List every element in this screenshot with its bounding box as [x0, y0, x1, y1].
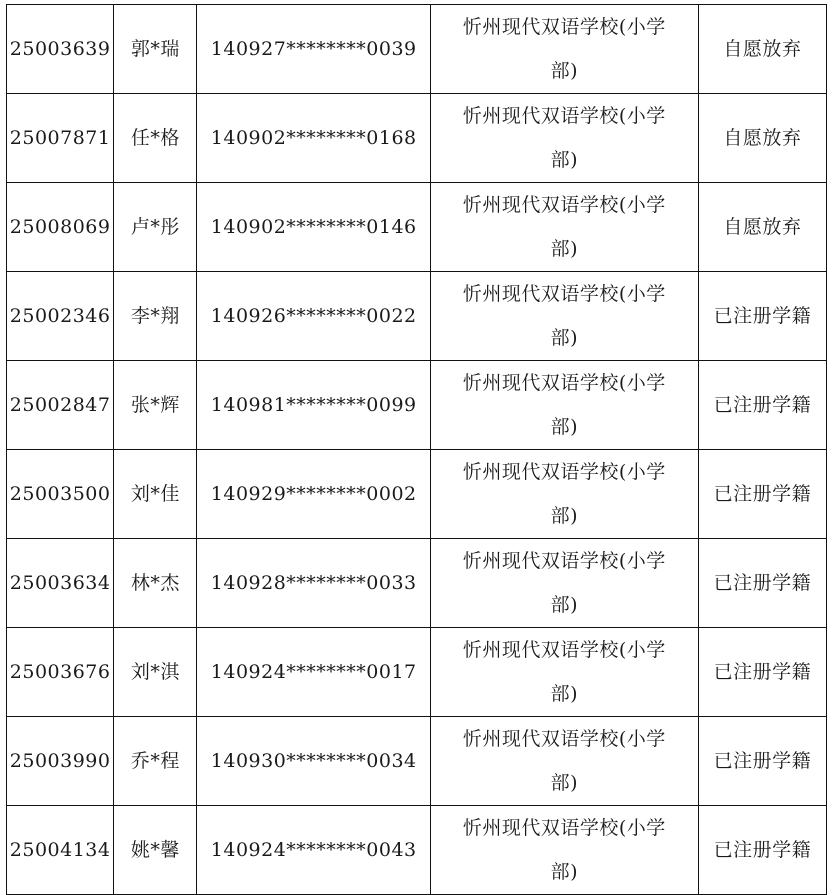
school-cell [431, 272, 699, 361]
status-cell: 已注册学籍 [698, 272, 826, 361]
id-card-cell: 140924********0043 [197, 806, 431, 895]
status-cell: 自愿放弃 [698, 183, 826, 272]
student-name-cell: 刘*淇 [114, 628, 197, 717]
status-cell: 自愿放弃 [698, 5, 826, 94]
status-cell: 已注册学籍 [698, 717, 826, 806]
student-name-cell: 刘*佳 [114, 450, 197, 539]
id-card-cell: 140981********0099 [197, 361, 431, 450]
id-card-cell: 140902********0146 [197, 183, 431, 272]
school-cell [431, 539, 699, 628]
student-number-cell: 25007871 [7, 94, 114, 183]
table-row [7, 183, 827, 272]
status-cell: 已注册学籍 [698, 450, 826, 539]
id-card-cell: 140930********0034 [197, 717, 431, 806]
table-row [7, 5, 827, 94]
student-number-cell: 25002847 [7, 361, 114, 450]
table-row [7, 450, 827, 539]
school-name: 忻州现代双语学校(小学部) [462, 461, 666, 527]
roster-body [7, 5, 827, 895]
id-card-cell: 140929********0002 [197, 450, 431, 539]
status-cell: 已注册学籍 [698, 539, 826, 628]
school-cell [431, 94, 699, 183]
id-card-cell: 140924********0017 [197, 628, 431, 717]
student-number-cell: 25008069 [7, 183, 114, 272]
school-name: 忻州现代双语学校(小学部) [462, 372, 666, 438]
table-row [7, 361, 827, 450]
table-row [7, 539, 827, 628]
school-name: 忻州现代双语学校(小学部) [462, 639, 666, 705]
table-row [7, 94, 827, 183]
student-name-cell: 张*辉 [114, 361, 197, 450]
school-name: 忻州现代双语学校(小学部) [462, 194, 666, 260]
school-cell [431, 717, 699, 806]
student-roster-table [6, 4, 827, 895]
school-name: 忻州现代双语学校(小学部) [462, 550, 666, 616]
school-cell [431, 628, 699, 717]
status-cell: 已注册学籍 [698, 628, 826, 717]
student-name-cell: 李*翔 [114, 272, 197, 361]
school-name: 忻州现代双语学校(小学部) [462, 817, 666, 883]
status-cell: 自愿放弃 [698, 94, 826, 183]
school-name: 忻州现代双语学校(小学部) [462, 105, 666, 171]
status-cell: 已注册学籍 [698, 806, 826, 895]
student-name-cell: 林*杰 [114, 539, 197, 628]
school-cell [431, 5, 699, 94]
school-name: 忻州现代双语学校(小学部) [462, 728, 666, 794]
student-number-cell: 25004134 [7, 806, 114, 895]
school-name: 忻州现代双语学校(小学部) [462, 283, 666, 349]
id-card-cell: 140928********0033 [197, 539, 431, 628]
id-card-cell: 140902********0168 [197, 94, 431, 183]
student-number-cell: 25003676 [7, 628, 114, 717]
table-row [7, 272, 827, 361]
table-row [7, 717, 827, 806]
student-name-cell: 卢*彤 [114, 183, 197, 272]
school-cell [431, 361, 699, 450]
student-number-cell: 25003639 [7, 5, 114, 94]
student-number-cell: 25003634 [7, 539, 114, 628]
school-cell [431, 806, 699, 895]
school-name: 忻州现代双语学校(小学部) [462, 16, 666, 82]
school-cell [431, 183, 699, 272]
student-name-cell: 姚*馨 [114, 806, 197, 895]
school-cell [431, 450, 699, 539]
student-name-cell: 郭*瑞 [114, 5, 197, 94]
student-name-cell: 任*格 [114, 94, 197, 183]
id-card-cell: 140927********0039 [197, 5, 431, 94]
table-row [7, 628, 827, 717]
table-row [7, 806, 827, 895]
student-number-cell: 25002346 [7, 272, 114, 361]
status-cell: 已注册学籍 [698, 361, 826, 450]
student-name-cell: 乔*程 [114, 717, 197, 806]
student-number-cell: 25003500 [7, 450, 114, 539]
id-card-cell: 140926********0022 [197, 272, 431, 361]
student-number-cell: 25003990 [7, 717, 114, 806]
